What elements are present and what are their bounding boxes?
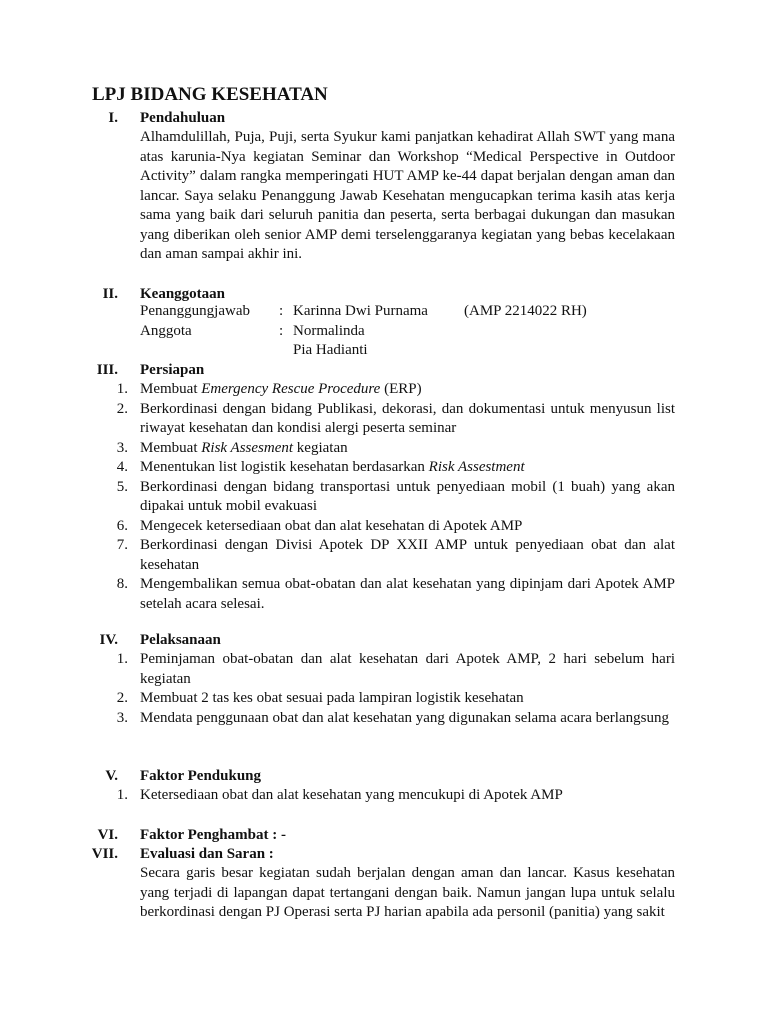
- list-item: [94, 517, 675, 537]
- item-text-tail: (ERP): [380, 381, 422, 397]
- section-number: VII.: [91, 846, 118, 862]
- list-item: [94, 689, 675, 709]
- list-item: [94, 536, 675, 575]
- list-item: [94, 478, 675, 517]
- item-text: Peminjaman obat-obatan dan alat kesehatan dari Apotek AMP, 2 hari sebelum hari kegiatan: [140, 651, 675, 687]
- item-text: Mendata penggunaan obat dan alat kesehatan yang digunakan selama acara berlangsung: [140, 709, 669, 726]
- item-text: Ketersediaan obat dan alat kesehatan yang mencukupi di Apotek AMP: [140, 787, 563, 803]
- item-number: 5.: [116, 478, 128, 495]
- colon-separator: :: [279, 322, 284, 339]
- section-heading-persiapan: Persiapan: [140, 362, 205, 378]
- section-heading-pendahuluan: Pendahuluan: [140, 110, 226, 126]
- item-italic-text: Risk Assesment: [201, 439, 294, 456]
- item-number: 1.: [116, 381, 128, 397]
- item-number: 7.: [116, 537, 128, 553]
- section-heading-pelaksanaan: Pelaksanaan: [140, 632, 221, 648]
- member-row-anggota: [140, 322, 675, 342]
- pendahuluan-paragraph: Alhamdulillah, Puja, Puji, serta Syukur kami panjatkan kehadirat Allah SWT yang mana atas karunia-Nya kegiatan Seminar dan Workshop “Medical Perspective in Outdoor Activity” dalam rangka memperingati HUT AMP ke-44 dapat berjalan dengan aman dan lancar. Saya selaku Penanggung Jawab Kesehatan mengucapkan terima kasih atas kerja sama yang baik dari seluruh panitia dan peserta, serta berbagai dukungan dan masukan yang diberikan oleh senior AMP demi terselenggaranya kegiatan yang bebas kecelakaan dan aman sampai akhir ini.: [140, 129, 675, 262]
- document-title: LPJ BIDANG KESEHATAN: [92, 84, 328, 105]
- member-role-label: Penanggungjawab: [140, 303, 250, 319]
- faktor-pendukung-list: [94, 786, 675, 806]
- member-role-label: Anggota: [140, 322, 192, 339]
- item-text: Membuat 2 tas kes obat sesuai pada lampiran logistik kesehatan: [140, 690, 524, 706]
- item-number: 3.: [116, 709, 128, 726]
- section-heading-faktor-pendukung: Faktor Pendukung: [140, 768, 262, 784]
- member-table: [140, 302, 675, 361]
- item-text: Membuat: [140, 381, 202, 397]
- item-number: 1.: [116, 651, 128, 667]
- item-text: Membuat: [140, 439, 202, 456]
- item-text: Menentukan list logistik kesehatan berdasarkan: [140, 459, 429, 475]
- section-number: III.: [96, 362, 118, 378]
- member-code: (AMP 2214022 RH): [464, 303, 587, 319]
- item-text: Berkordinasi dengan Divisi Apotek DP XXII AMP untuk penyediaan obat dan alat kesehatan: [140, 537, 675, 573]
- item-text: Berkordinasi dengan bidang transportasi untuk penyediaan mobil (1 buah) yang akan dipakai untuk mobil evakuasi: [140, 478, 675, 514]
- member-name: Normalinda: [293, 322, 365, 339]
- item-number: 2.: [116, 690, 128, 706]
- colon-separator: :: [279, 303, 284, 319]
- list-item: [94, 786, 675, 806]
- list-item: [94, 709, 675, 729]
- member-name: Pia Hadianti: [293, 342, 368, 358]
- item-text-tail: kegiatan: [293, 439, 348, 456]
- evaluasi-paragraph: Secara garis besar kegiatan sudah berjalan dengan aman dan lancar. Kasus kesehatan yang terjadi di lapangan dapat tertangani dengan baik. Namun jangan lupa untuk selalu berkordinasi dengan PJ Operasi serta PJ harian apabila ada personil (panitia) yang sakit: [140, 865, 675, 920]
- item-italic-text: Emergency Rescue Procedure: [201, 381, 381, 397]
- list-item: [94, 380, 675, 400]
- list-item: [94, 575, 675, 614]
- item-number: 2.: [116, 400, 128, 417]
- member-row-penanggungjawab: [140, 302, 675, 322]
- section-number: VI.: [97, 827, 118, 843]
- list-item: [94, 439, 675, 459]
- list-item: [94, 458, 675, 478]
- section-heading-keanggotaan: Keanggotaan: [140, 286, 226, 302]
- item-text: Mengembalikan semua obat-obatan dan alat kesehatan yang dipinjam dari Apotek AMP setelah acara selesai.: [140, 576, 675, 612]
- persiapan-list: [94, 380, 675, 614]
- section-number: V.: [105, 768, 118, 784]
- section-heading-faktor-penghambat: Faktor Penghambat : -: [140, 827, 286, 843]
- item-number: 8.: [116, 576, 128, 592]
- pelaksanaan-list: [94, 650, 675, 728]
- section-heading-evaluasi: Evaluasi dan Saran :: [140, 846, 274, 862]
- item-number: 1.: [116, 787, 128, 803]
- list-item: [94, 400, 675, 439]
- section-number: II.: [102, 286, 118, 302]
- member-name: Karinna Dwi Purnama: [293, 303, 428, 319]
- item-number: 4.: [116, 459, 128, 475]
- item-text: Berkordinasi dengan bidang Publikasi, dekorasi, dan dokumentasi untuk menyusun list riwayat kesehatan dan kondisi alergi peserta seminar: [140, 400, 675, 436]
- list-item: [94, 650, 675, 689]
- item-number: 6.: [116, 517, 128, 534]
- member-row-anggota-2: [140, 341, 675, 361]
- item-number: 3.: [116, 439, 128, 456]
- item-italic-text: Risk Assestment: [428, 459, 525, 475]
- section-number: IV.: [99, 632, 118, 648]
- section-number: I.: [108, 110, 118, 126]
- item-text: Mengecek ketersediaan obat dan alat kesehatan di Apotek AMP: [140, 517, 523, 534]
